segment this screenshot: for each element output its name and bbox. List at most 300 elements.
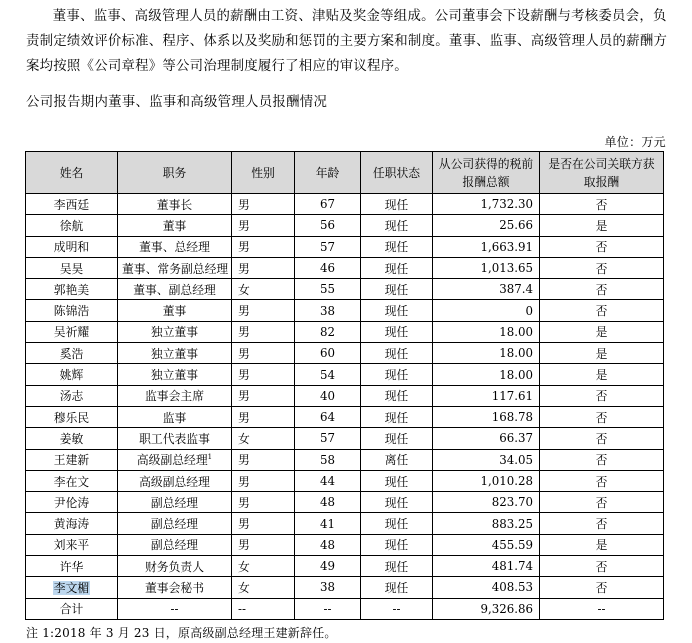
- cell-gender-text: 女: [238, 282, 250, 297]
- cell-role-text: 董事: [162, 218, 187, 233]
- cell-pay-text: 9,326.86: [480, 601, 533, 616]
- cell-age-text: 57: [319, 431, 335, 446]
- cell-pay-text: 823.70: [491, 495, 533, 510]
- cell-status: [361, 236, 433, 257]
- cell-pay: [433, 513, 540, 534]
- footnote-marker: 1: [207, 453, 213, 462]
- cell-age-text: 48: [319, 537, 335, 552]
- cell-gender: [232, 598, 295, 619]
- cell-gender-text: 女: [238, 559, 250, 574]
- cell-role: [118, 598, 232, 619]
- cell-age: [295, 343, 361, 364]
- cell-related-text: 否: [595, 431, 608, 446]
- table-row: [26, 470, 664, 491]
- cell-pay: [433, 449, 540, 470]
- cell-related: [540, 577, 664, 598]
- cell-status-text: 现任: [384, 410, 409, 425]
- remuneration-table: [25, 151, 664, 620]
- cell-gender-text: 男: [238, 218, 250, 233]
- cell-gender: [232, 385, 295, 406]
- cell-related: [540, 215, 664, 236]
- cell-age-text: 82: [319, 324, 335, 339]
- cell-status: [361, 321, 433, 342]
- cell-name-text: 汤志: [59, 389, 84, 404]
- cell-name: [26, 598, 118, 619]
- cell-status: [361, 385, 433, 406]
- cell-role: [118, 236, 232, 257]
- cell-related: [540, 470, 664, 491]
- cell-age-text: 58: [319, 452, 335, 467]
- table-row: [26, 406, 664, 427]
- table-row: [26, 257, 664, 278]
- cell-gender: [232, 343, 295, 364]
- cell-status: [361, 534, 433, 555]
- cell-pay: [433, 470, 540, 491]
- cell-age-text: 67: [319, 197, 335, 212]
- cell-related-text: --: [597, 601, 606, 616]
- cell-age-text: 40: [319, 388, 335, 403]
- cell-role-text: 独立董事: [150, 368, 199, 383]
- cell-role-text: 监事: [162, 410, 187, 425]
- cell-name: [26, 279, 118, 300]
- cell-name-text: 姜敏: [59, 431, 84, 446]
- cell-pay: [433, 556, 540, 577]
- cell-related-text: 否: [595, 559, 608, 574]
- cell-pay: [433, 364, 540, 385]
- cell-age: [295, 598, 361, 619]
- cell-age-text: 38: [319, 580, 335, 595]
- cell-gender-text: 女: [238, 580, 250, 595]
- table-header-row: [26, 152, 664, 194]
- cell-role-text: 独立董事: [150, 346, 199, 361]
- cell-related-text: 是: [595, 325, 608, 340]
- cell-name-text: 吴昊: [59, 261, 84, 276]
- cell-gender: [232, 279, 295, 300]
- cell-pay: [433, 428, 540, 449]
- cell-name: [26, 321, 118, 342]
- cell-age: [295, 556, 361, 577]
- cell-gender-text: 男: [238, 517, 250, 532]
- cell-name: [26, 300, 118, 321]
- cell-name-text: 刘来平: [53, 538, 90, 553]
- cell-related-text: 否: [595, 240, 608, 255]
- cell-gender-text: 女: [238, 431, 250, 446]
- cell-related: [540, 534, 664, 555]
- cell-pay-text: 117.61: [491, 388, 533, 403]
- header-age: 年龄: [295, 152, 361, 194]
- cell-age-text: 41: [319, 516, 335, 531]
- cell-gender-text: 男: [238, 325, 250, 340]
- cell-age: [295, 300, 361, 321]
- table-row: [26, 513, 664, 534]
- cell-name-text: 许华: [59, 559, 84, 574]
- cell-status: [361, 428, 433, 449]
- cell-role: [118, 300, 232, 321]
- cell-related-text: 是: [595, 218, 608, 233]
- cell-related-text: 否: [595, 389, 608, 404]
- cell-pay: [433, 300, 540, 321]
- cell-related: [540, 364, 664, 385]
- table-row: [26, 534, 664, 555]
- cell-status: [361, 449, 433, 470]
- cell-name: [26, 236, 118, 257]
- cell-age: [295, 470, 361, 491]
- cell-role-text: 独立董事: [150, 325, 199, 340]
- cell-status-text: 现任: [384, 304, 409, 319]
- cell-age: [295, 236, 361, 257]
- cell-name: [26, 513, 118, 534]
- cell-name-text: 穆乐民: [53, 410, 90, 425]
- cell-age: [295, 577, 361, 598]
- cell-pay-text: 1,010.28: [480, 474, 533, 488]
- cell-pay-text: 25.66: [499, 218, 533, 233]
- cell-related: [540, 257, 664, 278]
- cell-name: [26, 257, 118, 278]
- cell-related: [540, 279, 664, 300]
- cell-pay-text: 481.74: [491, 559, 533, 574]
- unit-label: 单位：万元: [604, 135, 666, 149]
- cell-gender: [232, 556, 295, 577]
- cell-name-text: 黄海涛: [53, 517, 90, 532]
- table-row: [26, 194, 664, 215]
- cell-related: [540, 300, 664, 321]
- cell-gender: [232, 577, 295, 598]
- cell-status: [361, 300, 433, 321]
- cell-name: [26, 385, 118, 406]
- cell-pay-text: 883.25: [491, 516, 533, 531]
- header-status: 任职状态: [361, 152, 433, 194]
- table-row: [26, 321, 664, 342]
- cell-role-text: 监事会主席: [145, 389, 204, 404]
- cell-related-text: 否: [595, 282, 608, 297]
- cell-age-text: 38: [319, 303, 335, 318]
- table-row: [26, 215, 664, 236]
- cell-gender-text: 男: [238, 261, 250, 276]
- cell-role-text: 副总经理: [150, 538, 199, 553]
- cell-status-text: 现任: [384, 218, 409, 233]
- cell-pay: [433, 215, 540, 236]
- cell-related-text: 否: [595, 495, 608, 510]
- table-row: [26, 385, 664, 406]
- header-related: 是否在公司关联方获取报酬: [540, 152, 664, 194]
- cell-pay: [433, 406, 540, 427]
- table-row: [26, 577, 664, 598]
- cell-status: [361, 406, 433, 427]
- cell-status: [361, 492, 433, 513]
- cell-status: [361, 470, 433, 491]
- cell-related-text: 否: [595, 580, 608, 595]
- table-row: [26, 279, 664, 300]
- cell-pay-text: 1,732.30: [480, 197, 533, 212]
- cell-name-text: 李西廷: [53, 197, 90, 212]
- cell-role-text: 副总经理: [150, 517, 199, 532]
- cell-related: [540, 556, 664, 577]
- cell-gender: [232, 428, 295, 449]
- cell-role: [118, 321, 232, 342]
- cell-related-text: 否: [595, 517, 608, 532]
- cell-related: [540, 385, 664, 406]
- cell-related: [540, 513, 664, 534]
- cell-related: [540, 449, 664, 470]
- cell-status-text: 现任: [384, 580, 409, 595]
- cell-status-text: 现任: [384, 197, 409, 212]
- cell-pay-text: 18.00: [499, 346, 533, 361]
- cell-gender: [232, 470, 295, 491]
- table-row: [26, 364, 664, 385]
- cell-age: [295, 428, 361, 449]
- cell-role: [118, 577, 232, 598]
- cell-related: [540, 492, 664, 513]
- cell-gender-text: 男: [238, 495, 250, 510]
- cell-name-text: 姚辉: [59, 368, 84, 383]
- cell-gender: [232, 300, 295, 321]
- cell-related-text: 是: [595, 368, 608, 383]
- cell-status-text: --: [392, 601, 401, 616]
- cell-related-text: 是: [595, 346, 608, 361]
- table-row: [26, 428, 664, 449]
- cell-name-text: 郭艳美: [53, 282, 90, 297]
- cell-role-text: 董事会秘书: [145, 580, 204, 595]
- cell-age: [295, 364, 361, 385]
- cell-role: [118, 492, 232, 513]
- header-pay: 从公司获得的税前报酬总额: [433, 152, 540, 194]
- cell-pay-text: 1,013.65: [480, 261, 533, 276]
- cell-name: [26, 428, 118, 449]
- cell-name-text: 吴祈耀: [53, 325, 90, 340]
- cell-status-text: 现任: [384, 431, 409, 446]
- cell-name: [26, 406, 118, 427]
- cell-status-text: 现任: [384, 538, 409, 553]
- cell-role: [118, 257, 232, 278]
- cell-gender-text: 男: [238, 410, 250, 425]
- cell-name: [26, 449, 118, 470]
- cell-gender-text: 男: [238, 453, 250, 468]
- cell-role: [118, 364, 232, 385]
- header-gender: 性别: [232, 152, 295, 194]
- cell-role: [118, 194, 232, 215]
- cell-gender: [232, 321, 295, 342]
- cell-gender-text: 男: [238, 538, 250, 553]
- table-row: [26, 343, 664, 364]
- cell-age-text: 56: [319, 218, 335, 233]
- cell-age-text: 49: [319, 559, 335, 574]
- remuneration-paragraph: 董事、监事、高级管理人员的薪酬由工资、津贴及奖金等组成。公司董事会下设薪酬与考核委员会，负责制定绩效评价标准、程序、体系以及奖励和惩罚的主要方案和制度。董事、监事、高级管理人员的薪酬方案均按照《公司章程》等公司治理制度履行了相应的审议程序。: [26, 9, 668, 74]
- cell-gender: [232, 492, 295, 513]
- cell-related-text: 否: [595, 474, 608, 489]
- cell-name-text: 王建新: [53, 453, 90, 468]
- cell-related: [540, 428, 664, 449]
- cell-name: [26, 364, 118, 385]
- cell-pay: [433, 577, 540, 598]
- cell-age: [295, 279, 361, 300]
- cell-pay-text: 18.00: [499, 367, 533, 382]
- cell-name: [26, 470, 118, 491]
- cell-status: [361, 513, 433, 534]
- table-row: [26, 300, 664, 321]
- cell-name-text: 奚浩: [59, 346, 84, 361]
- header-role: 职务: [118, 152, 232, 194]
- cell-role-text: --: [170, 601, 179, 616]
- cell-status-text: 现任: [384, 240, 409, 255]
- cell-name-text: 徐航: [59, 218, 84, 233]
- cell-pay: [433, 279, 540, 300]
- section-heading: 公司报告期内董事、监事和高级管理人员报酬情况: [26, 95, 328, 110]
- cell-gender-text: 男: [238, 346, 250, 361]
- cell-related: [540, 343, 664, 364]
- cell-pay: [433, 257, 540, 278]
- cell-name: [26, 492, 118, 513]
- table-row: [26, 449, 664, 470]
- cell-status-text: 现任: [384, 282, 409, 297]
- cell-related-text: 否: [595, 453, 608, 468]
- cell-pay: [433, 598, 540, 619]
- cell-pay: [433, 236, 540, 257]
- cell-status: [361, 556, 433, 577]
- cell-role: [118, 385, 232, 406]
- cell-name-text: 陈锦浩: [53, 304, 90, 319]
- cell-role: [118, 428, 232, 449]
- cell-role-text: 董事、常务副总经理: [122, 261, 229, 276]
- cell-gender: [232, 215, 295, 236]
- footnote: 注 1:2018 年 3 月 23 日，原高级副总经理王建新辞任。: [26, 626, 337, 640]
- cell-gender: [232, 236, 295, 257]
- cell-status-text: 现任: [384, 325, 409, 340]
- cell-gender-text: 男: [238, 368, 250, 383]
- cell-role: [118, 513, 232, 534]
- cell-pay-text: 34.05: [499, 452, 533, 467]
- cell-pay: [433, 194, 540, 215]
- cell-related: [540, 406, 664, 427]
- cell-role-text: 董事长: [156, 197, 193, 212]
- cell-related-text: 否: [595, 261, 608, 276]
- cell-name-text: 合计: [59, 602, 84, 617]
- cell-age: [295, 449, 361, 470]
- cell-role: [118, 556, 232, 577]
- cell-role-text: 财务负责人: [145, 559, 204, 574]
- cell-status: [361, 343, 433, 364]
- cell-role: [118, 215, 232, 236]
- cell-pay: [433, 321, 540, 342]
- cell-gender: [232, 257, 295, 278]
- cell-pay-text: 1,663.91: [480, 239, 533, 254]
- cell-age-text: 55: [319, 282, 335, 297]
- cell-related-text: 否: [595, 304, 608, 319]
- cell-pay-text: 18.00: [499, 324, 533, 339]
- cell-gender-text: 男: [238, 240, 250, 255]
- cell-status-text: 现任: [384, 559, 409, 574]
- table-row: [26, 556, 664, 577]
- cell-status-text: 现任: [384, 517, 409, 532]
- cell-status-text: 现任: [384, 346, 409, 361]
- cell-gender-text: 男: [238, 304, 250, 319]
- cell-pay: [433, 343, 540, 364]
- cell-age-text: --: [323, 601, 332, 616]
- cell-role: [118, 343, 232, 364]
- cell-age: [295, 406, 361, 427]
- cell-related: [540, 236, 664, 257]
- cell-age: [295, 513, 361, 534]
- cell-age-text: 46: [319, 261, 335, 276]
- cell-age: [295, 492, 361, 513]
- cell-pay: [433, 385, 540, 406]
- cell-related: [540, 194, 664, 215]
- cell-gender-text: --: [238, 601, 246, 616]
- cell-role-text: 董事: [162, 304, 187, 319]
- cell-related-text: 否: [595, 197, 608, 212]
- table-row: [26, 492, 664, 513]
- cell-role: [118, 470, 232, 491]
- cell-age: [295, 194, 361, 215]
- cell-gender: [232, 194, 295, 215]
- cell-status: [361, 364, 433, 385]
- cell-role-text: 高级副总经理: [139, 474, 210, 489]
- cell-age-text: 60: [319, 346, 335, 361]
- cell-status: [361, 279, 433, 300]
- cell-pay-text: 387.4: [499, 282, 533, 297]
- cell-related-text: 是: [595, 538, 608, 553]
- cell-role-text: 董事、副总经理: [133, 282, 216, 297]
- cell-status-text: 离任: [384, 453, 409, 468]
- cell-name: [26, 577, 118, 598]
- cell-role-text: 职工代表监事: [139, 431, 210, 446]
- cell-gender: [232, 534, 295, 555]
- cell-gender: [232, 449, 295, 470]
- cell-gender-text: 男: [238, 474, 250, 489]
- cell-pay: [433, 492, 540, 513]
- cell-age: [295, 321, 361, 342]
- cell-status: [361, 257, 433, 278]
- cell-name-text: 尹伦涛: [53, 495, 90, 510]
- cell-name-text: 李文楣: [53, 580, 90, 595]
- cell-age-text: 54: [319, 367, 335, 382]
- cell-status-text: 现任: [384, 474, 409, 489]
- cell-status: [361, 215, 433, 236]
- cell-status: [361, 194, 433, 215]
- cell-related: [540, 598, 664, 619]
- cell-age-text: 57: [319, 239, 335, 254]
- cell-role: [118, 406, 232, 427]
- cell-name: [26, 534, 118, 555]
- cell-status: [361, 577, 433, 598]
- cell-pay-text: 455.59: [491, 537, 533, 552]
- cell-age-text: 64: [319, 410, 335, 425]
- cell-pay: [433, 534, 540, 555]
- cell-role-text: 董事、总经理: [139, 240, 210, 255]
- total-row: [26, 598, 664, 619]
- cell-gender-text: 男: [238, 389, 250, 404]
- cell-role-text: 副总经理: [150, 495, 199, 510]
- table-row: [26, 236, 664, 257]
- cell-role: [118, 449, 232, 470]
- cell-related-text: 否: [595, 410, 608, 425]
- cell-gender: [232, 406, 295, 427]
- cell-status-text: 现任: [384, 389, 409, 404]
- cell-pay-text: 0: [525, 303, 533, 318]
- cell-related: [540, 321, 664, 342]
- cell-name-text: 成明和: [53, 240, 90, 255]
- cell-age: [295, 215, 361, 236]
- cell-age: [295, 257, 361, 278]
- header-name: 姓名: [26, 152, 118, 194]
- cell-role-text: 高级副总经理: [136, 453, 208, 468]
- cell-status-text: 现任: [384, 368, 409, 383]
- cell-status-text: 现任: [384, 495, 409, 510]
- cell-status-text: 现任: [384, 261, 409, 276]
- cell-gender: [232, 364, 295, 385]
- cell-name: [26, 215, 118, 236]
- cell-pay-text: 168.78: [491, 410, 533, 425]
- cell-age-text: 44: [319, 474, 335, 488]
